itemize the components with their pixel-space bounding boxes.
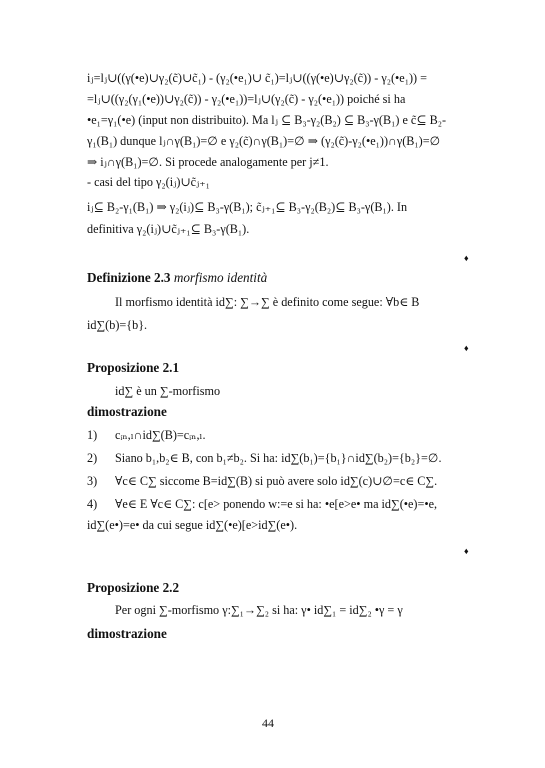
page-number: 44 [262, 716, 274, 730]
proposition-2-2-heading: Proposizione 2.2 [87, 580, 180, 595]
qed-diamond-3: ♦ [464, 546, 469, 556]
item-1-text: cᵢₙ,ₗ∩id∑(B)=cᵢₙ,ₗ. [115, 428, 206, 442]
proof-line-8: definitiva γ₂(iⱼ)∪c̃ⱼ₊₁⊆ B₃-γ(B₁). [87, 222, 250, 236]
proof-label-2: dimostrazione [87, 626, 167, 641]
definition-title: morfismo identità [173, 270, 268, 285]
definition-label: Definizione 2.3 [87, 270, 171, 285]
proof-line-1 [87, 70, 477, 86]
proposition-2-2-statement: Per ogni ∑-morfismo γ:∑₁→∑₂ si ha: γ• id∑₁ = id∑₂ •γ = γ [115, 603, 403, 617]
item-4-continuation: id∑(e•)=e• da cui segue id∑(•e)[e>id∑(e•). [87, 518, 298, 532]
proof-line-2 [87, 91, 477, 107]
proof-line-4: γ₁(B₁) dunque lⱼ∩γ(B₁)=∅ e γ₂(c̃)∩γ(B₁)=∅ ⇒ (γ₂(c̃)-γ₂(•e₁))∩γ(B₁)=∅ [87, 134, 441, 148]
item-2-text: Siano b₁,b₂∈ B, con b₁≠b₂. Si ha: id∑(b₁)={b₁}∩id∑(b₂)={b₂}=∅. [115, 451, 442, 465]
definition-text-2: id∑(b)={b}. [87, 318, 148, 332]
proposition-2-1-heading: Proposizione 2.1 [87, 360, 180, 375]
proof-line-3: •e₁=γ₁(•e) (input non distribuito). Ma lⱼ ⊆ B₃-γ₂(B₂) ⊆ B₃-γ(B₁) e c̃⊆ B₂- [87, 113, 447, 127]
proposition-2-1-statement: id∑ è un ∑-morfismo [115, 384, 221, 398]
item-2-number: 2) [87, 451, 98, 465]
definition-heading [87, 270, 267, 286]
item-3-text: ∀c∈ C∑ siccome B=id∑(B) si può avere solo id∑(c)∪∅=c∈ C∑. [115, 474, 438, 488]
proof-line-7: iⱼ⊆ B₂-γ₁(B₁) ⇒ γ₂(iⱼ)⊆ B₃-γ(B₁); c̃ⱼ₊₁⊆ B₃-γ₂(B₂)⊆ B₃-γ(B₁). In [87, 200, 408, 214]
item-4-number: 4) [87, 497, 98, 511]
proof-line-6: - casi del tipo γ₂(iⱼ)∪c̃ⱼ₊₁ [87, 175, 210, 189]
qed-diamond-2: ♦ [464, 343, 469, 353]
item-1-number: 1) [87, 428, 98, 442]
item-3-number: 3) [87, 474, 98, 488]
qed-diamond-1: ♦ [464, 253, 469, 263]
item-4-text: ∀e∈ E ∀c∈ C∑: c[e> ponendo w:=e si ha: •e[e>e• ma id∑(•e)=•e, [115, 497, 438, 511]
proof-line-1-text: iⱼ=lⱼ∪((γ(•e)∪γ₂(c̃)∪c̃₁) - (γ₂(•e₁)∪ c̃₁)=lⱼ∪((γ(•e)∪γ₂(c̃)) - γ₂(•e₁)) = [87, 71, 427, 85]
proof-label-1: dimostrazione [87, 404, 167, 419]
definition-text-1: Il morfismo identità id∑: ∑→∑ è definito come segue: ∀b∈ B [115, 295, 420, 309]
proof-line-2-text: =lⱼ∪((γ₂(γ₁(•e))∪γ₂(c̃)) - γ₂(•e₁))=lⱼ∪(γ₂(c̃) - γ₂(•e₁)) poiché si ha [87, 92, 406, 106]
proof-line-5: ⇒ iⱼ∩γ(B₁)=∅. Si procede analogamente per j≠1. [87, 155, 329, 169]
